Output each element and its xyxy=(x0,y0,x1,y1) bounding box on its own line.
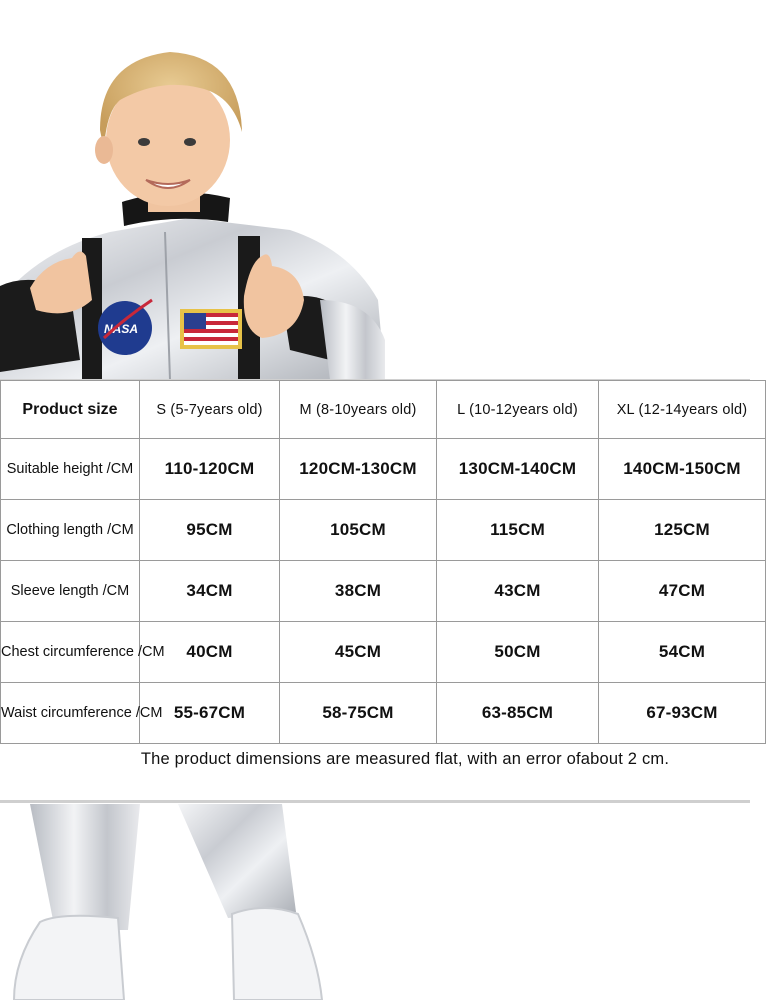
table-cell: 110-120CM xyxy=(140,439,280,500)
row-label-clothing-length: Clothing length /CM xyxy=(1,500,140,561)
table-row xyxy=(1,561,766,622)
table-row xyxy=(1,622,766,683)
table-cell: 125CM xyxy=(599,500,766,561)
size-l-header: L (10-12years old) xyxy=(437,381,599,439)
child-head xyxy=(95,52,242,212)
row-label-sleeve-length: Sleeve length /CM xyxy=(1,561,140,622)
row-label-waist: Waist circumference /CM xyxy=(1,683,140,744)
us-flag-patch xyxy=(180,309,242,349)
table-cell: 38CM xyxy=(280,561,437,622)
table-cell: 47CM xyxy=(599,561,766,622)
size-s-header: S (5-7years old) xyxy=(140,381,280,439)
table-cell: 140CM-150CM xyxy=(599,439,766,500)
table-cell: 67-93CM xyxy=(599,683,766,744)
table-cell: 50CM xyxy=(437,622,599,683)
table-cell: 105CM xyxy=(280,500,437,561)
table-cell: 55-67CM xyxy=(140,683,280,744)
size-m-header: M (8-10years old) xyxy=(280,381,437,439)
table-cell: 58-75CM xyxy=(280,683,437,744)
row-label-chest: Chest circumference /CM xyxy=(1,622,140,683)
table-cell: 120CM-130CM xyxy=(280,439,437,500)
table-row xyxy=(1,439,766,500)
table-row xyxy=(1,500,766,561)
size-header-row xyxy=(1,381,766,439)
row-label-height: Suitable height /CM xyxy=(1,439,140,500)
table-cell: 115CM xyxy=(437,500,599,561)
size-xl-header: XL (12-14years old) xyxy=(599,381,766,439)
table-cell: 43CM xyxy=(437,561,599,622)
table-cell: 34CM xyxy=(140,561,280,622)
white-sneakers xyxy=(14,908,322,1000)
nasa-patch-text: NASA xyxy=(103,322,139,336)
measurement-note: The product dimensions are measured flat, with an error ofabout 2 cm. xyxy=(140,750,670,768)
table-cell: 95CM xyxy=(140,500,280,561)
table-cell: 40CM xyxy=(140,622,280,683)
table-cell: 45CM xyxy=(280,622,437,683)
size-table xyxy=(0,380,766,744)
table-cell: 54CM xyxy=(599,622,766,683)
table-cell: 130CM-140CM xyxy=(437,439,599,500)
table-cell: 63-85CM xyxy=(437,683,599,744)
product-size-label: Product size xyxy=(1,381,140,439)
table-row xyxy=(1,683,766,744)
size-chart xyxy=(0,379,750,803)
